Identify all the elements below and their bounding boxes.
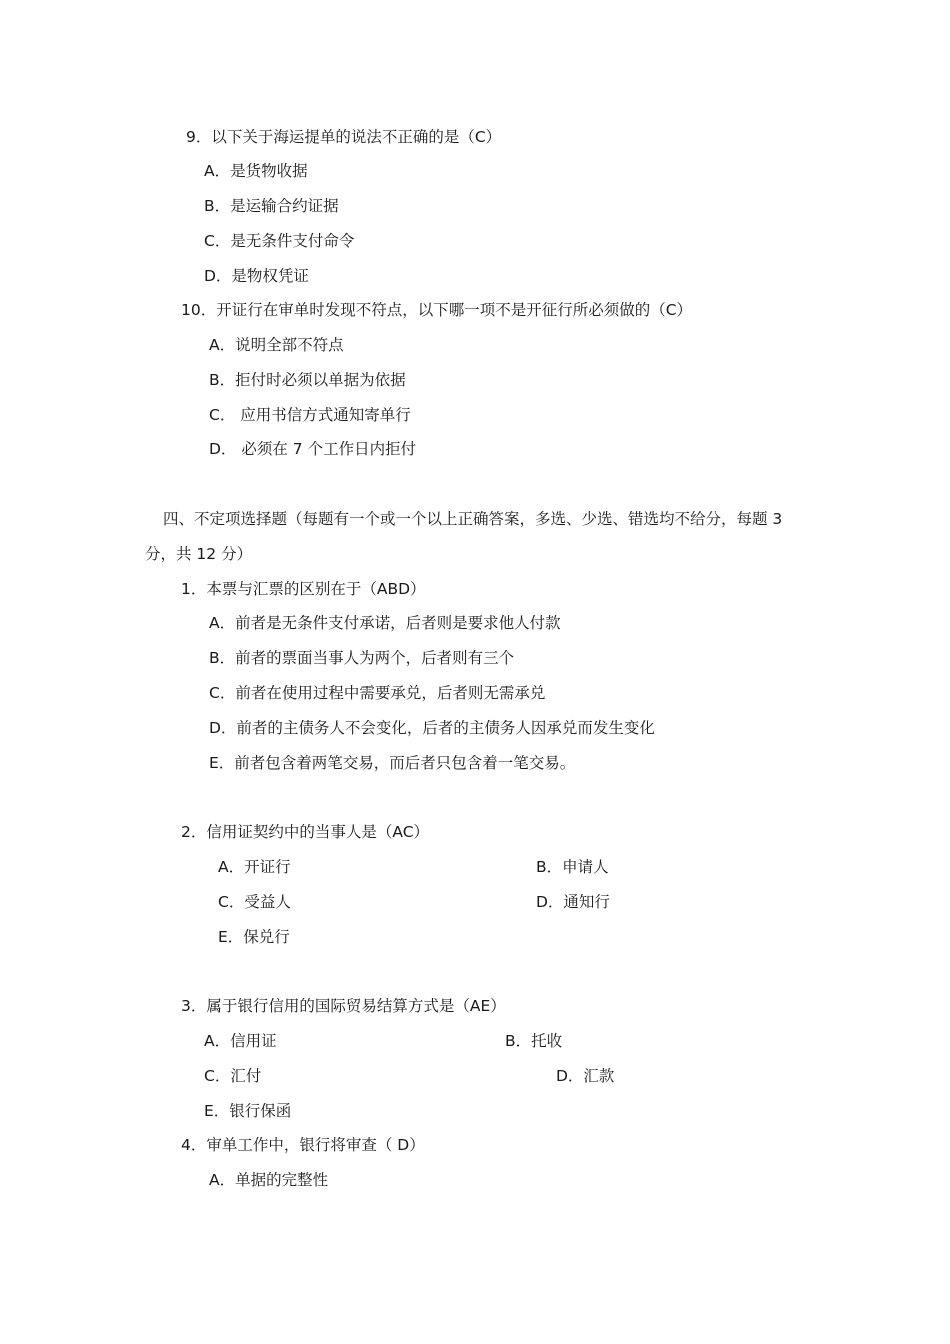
s4q2-option-d: D．通知行 xyxy=(536,893,610,911)
q9-question: 9．以下关于海运提单的说法不正确的是（C） xyxy=(186,128,502,146)
s4q1-option-a: A．前者是无条件支付承诺，后者则是要求他人付款 xyxy=(209,614,561,632)
q9-option-a: A．是货物收据 xyxy=(204,162,308,180)
q9-option-d: D．是物权凭证 xyxy=(204,267,309,285)
s4q2-option-b: B．申请人 xyxy=(536,858,609,876)
q10-option-d: D． 必须在 7 个工作日内拒付 xyxy=(209,440,417,458)
s4q1-question: 1．本票与汇票的区别在于（ABD） xyxy=(181,580,426,598)
s4q1-option-d: D．前者的主债务人不会变化，后者的主债务人因承兑而发生变化 xyxy=(209,719,655,737)
s4q1-option-c: C．前者在使用过程中需要承兑，后者则无需承兑 xyxy=(209,684,546,702)
s4q3-option-d: D．汇款 xyxy=(556,1067,615,1085)
q10-question: 10．开证行在审单时发现不符点，以下哪一项不是开征行所必须做的（C） xyxy=(181,301,693,319)
s4q2-option-c: C．受益人 xyxy=(218,893,291,911)
section4-heading-cont: 分，共 12 分） xyxy=(145,545,253,563)
q10-option-c: C． 应用书信方式通知寄单行 xyxy=(209,406,411,424)
s4q1-option-b: B．前者的票面当事人为两个，后者则有三个 xyxy=(209,649,515,667)
s4q2-question: 2．信用证契约中的当事人是（AC） xyxy=(181,823,430,841)
s4q3-option-b: B．托收 xyxy=(505,1032,563,1050)
q9-option-c: C．是无条件支付命令 xyxy=(204,232,355,250)
s4q4-question: 4．审单工作中，银行将审查（ D） xyxy=(181,1136,425,1154)
s4q3-option-c: C．汇付 xyxy=(204,1067,262,1085)
q10-option-a: A．说明全部不符点 xyxy=(209,336,344,354)
s4q3-option-a: A．信用证 xyxy=(204,1032,277,1050)
q10-option-b: B．拒付时必须以单据为依据 xyxy=(209,371,406,389)
section4-heading: 四、不定项选择题（每题有一个或一个以上正确答案，多选、少选、错选均不给分，每题 3 xyxy=(163,510,783,528)
s4q3-question: 3．属于银行信用的国际贸易结算方式是（AE） xyxy=(181,997,506,1015)
q9-option-b: B．是运输合约证据 xyxy=(204,197,339,215)
s4q3-option-e: E．银行保函 xyxy=(204,1102,292,1120)
s4q4-option-a: A．单据的完整性 xyxy=(209,1171,329,1189)
s4q2-option-e: E．保兑行 xyxy=(218,928,290,946)
s4q2-option-a: A．开证行 xyxy=(218,858,291,876)
s4q1-option-e: E．前者包含着两笔交易，而后者只包含着一笔交易。 xyxy=(209,754,576,772)
